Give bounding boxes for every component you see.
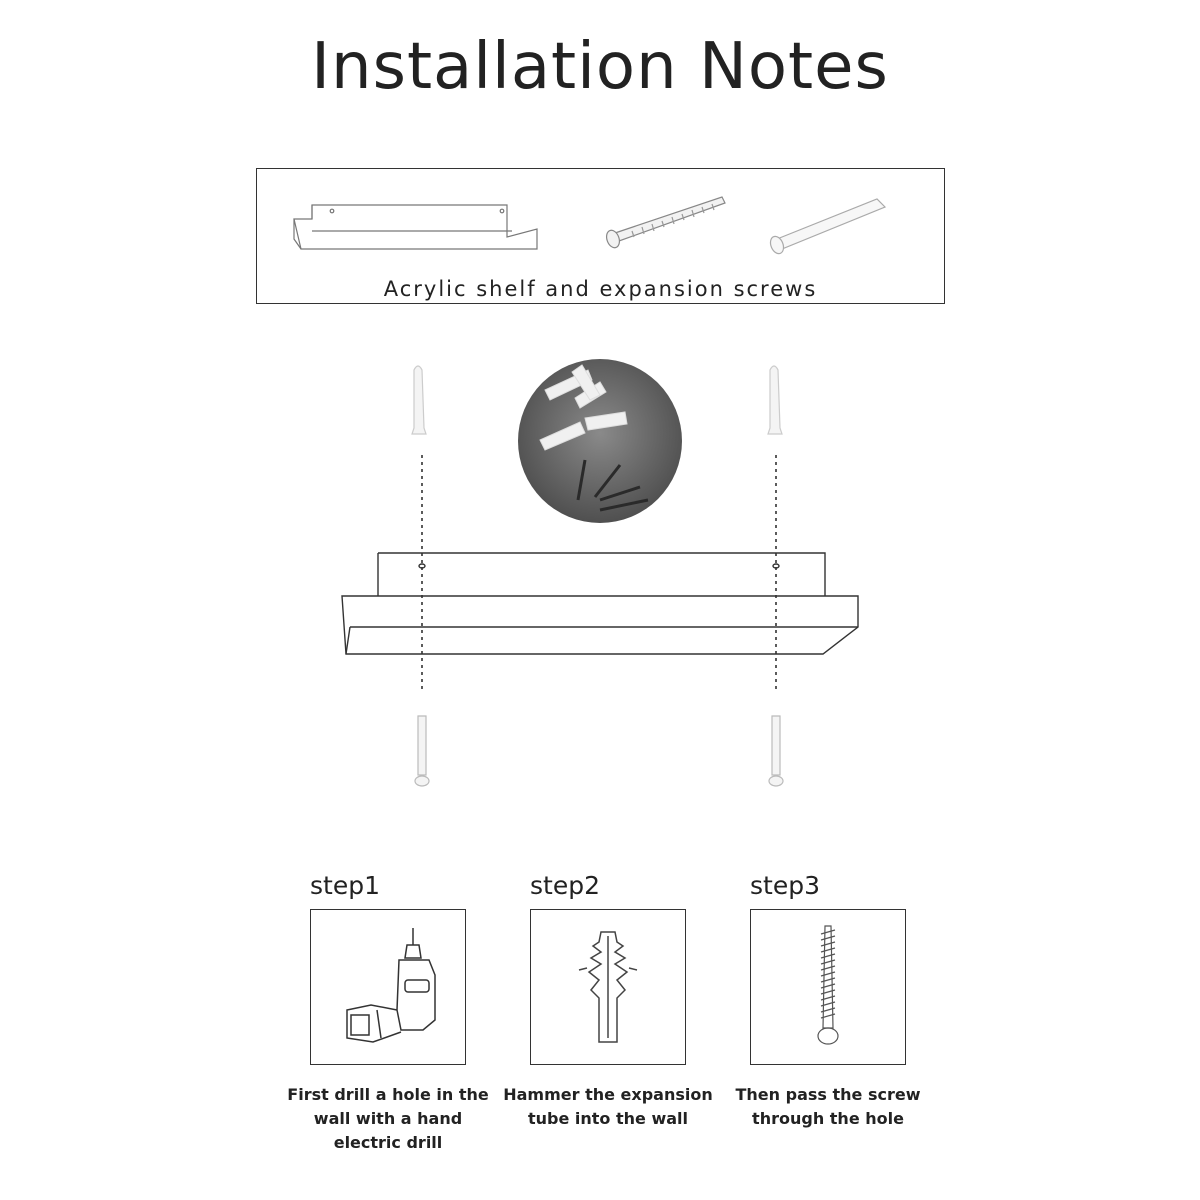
page-title: Installation Notes (311, 30, 889, 104)
step-1-label: step1 (310, 871, 380, 900)
step-2-description: Hammer the expansion tube into the wall (503, 1085, 713, 1128)
hardware-photo (518, 359, 682, 523)
step-3-box (750, 909, 906, 1065)
drill-icon (311, 910, 465, 1064)
screw-icon (415, 716, 783, 786)
step-2-box (530, 909, 686, 1065)
step-2-label: step2 (530, 871, 600, 900)
step-3-description: Then pass the screw through the hole (735, 1085, 921, 1128)
acrylic-shelf-icon (342, 553, 858, 654)
step-1-description: First drill a hole in the wall with a hand electric drill (287, 1085, 489, 1152)
expansion-tube-icon (531, 910, 685, 1064)
step-1-box (310, 909, 466, 1065)
step-3-label: step3 (750, 871, 820, 900)
parts-caption: Acrylic shelf and expansion screws (383, 277, 818, 301)
screw-icon (751, 910, 905, 1064)
